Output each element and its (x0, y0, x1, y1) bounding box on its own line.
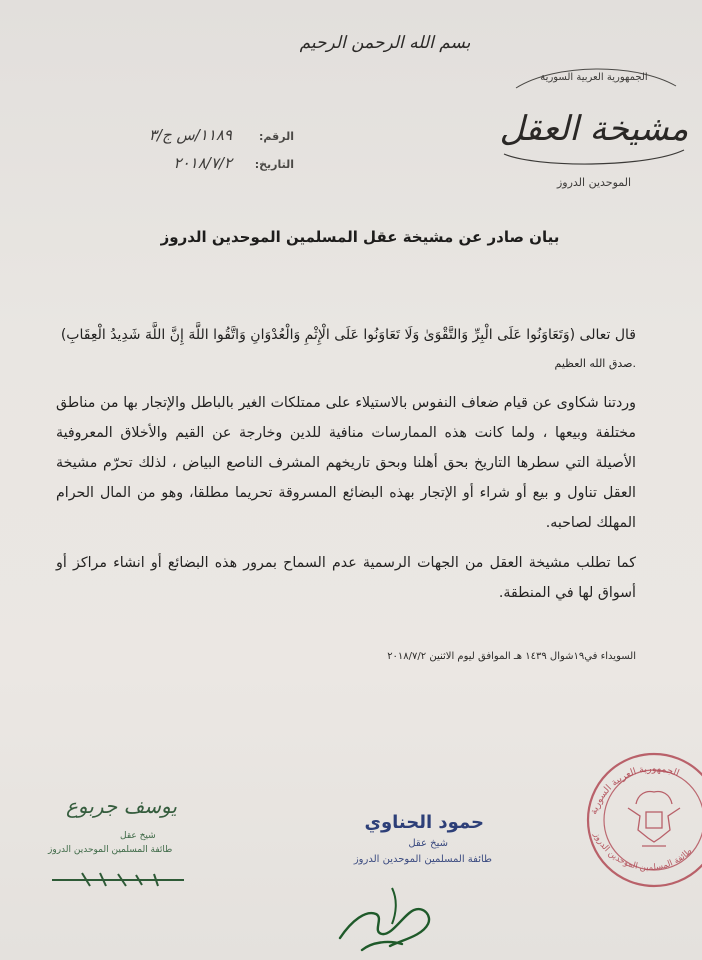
center-handwritten-signature (332, 880, 442, 960)
svg-text:مشيخة العقل: مشيخة العقل (499, 109, 689, 149)
signature-block-left (40, 786, 210, 896)
center-signatory-community: طائفة المسلمين الموحدين الدروز (353, 854, 492, 865)
document-body (56, 320, 636, 608)
left-handwritten-signature (46, 868, 196, 892)
reference-number-value: ١١٨٩/س ج/٣ (148, 126, 232, 144)
reference-number-label: الرقم: (259, 130, 294, 143)
svg-text:بسم الله الرحمن الرحيم: بسم الله الرحمن الرحيم (300, 33, 470, 53)
left-signatory-name: يوسف جربوع (66, 794, 177, 818)
reference-date-row (84, 154, 294, 182)
reference-block (84, 126, 294, 186)
eagle-emblem-icon (628, 792, 680, 847)
verse-closing: .صدق الله العظيم (554, 357, 636, 370)
svg-text:الجمهورية العربية السورية: الجمهورية العربية السورية (540, 72, 648, 83)
svg-text:الموحدين الدروز: الموحدين الدروز (556, 176, 632, 189)
institution-letterhead-logo (496, 58, 692, 198)
center-signatory-title: شيخ عقل (408, 838, 448, 849)
left-signatory-community: طائفة المسلمين الموحدين الدروز (48, 845, 173, 855)
left-signatory-title: شيخ عقل (120, 831, 156, 841)
quran-verse: قال تعالى (وَتَعَاوَنُوا عَلَى الْبِرِّ وَالتَّقْوَىٰ وَلَا تَعَاوَنُوا عَلَى الْإِثْمِ وَالْعُدْوَانِ وَاتَّقُوا اللَّهَ إِنَّ اللَّهَ شَدِيدُ الْعِقَابِ) (60, 327, 636, 343)
reference-number-row (84, 126, 294, 154)
svg-text:الجمهورية العربية السورية: الجمهورية العربية السورية (588, 763, 681, 816)
center-signatory-name: حمود الحناوي (364, 812, 484, 833)
reference-date-label: التاريخ: (254, 158, 294, 171)
reference-date-value: ٢٠١٨/٧/٢ (173, 154, 232, 172)
document-title: بيان صادر عن مشيخة عقل المسلمين الموحدين الدروز (160, 228, 560, 246)
official-seal-stamp (576, 742, 702, 888)
body-paragraph-2: كما تطلب مشيخة العقل من الجهات الرسمية عدم السماح بمرور هذه البضائع أو انشاء مراكز أو أسواق لها في المنطقة. (56, 555, 636, 601)
body-paragraph-1: وردتنا شكاوى عن قيام ضعاف النفوس بالاستيلاء على ممتلكات الغير بالباطل والإتجار بها من مناطق مختلفة وبيعها ، ولما كانت هذه الممارسات منافية للدين وخارجة عن القيم والأخلاق المعروفية الأصيلة التي سطرها التاريخ بحق أهلنا وبحق تاريخهم المشرف الناصع البياض ، لذلك تحرّم مشيخة العقل تناول و بيع أو شراء أو الإتجار بهذه البضائع المسروقة تحريما مطلقا، وهو من المال الحرام المهلك لصاحبه. (56, 395, 636, 531)
basmala-calligraphy (300, 18, 470, 68)
svg-text:طائفة المسلمين الموحدين الدروز: طائفة المسلمين الموحدين الدروز (591, 830, 695, 873)
issue-date-line: السويداء في١٩شوال ١٤٣٩ هـ الموافق ليوم الاثنين ٢٠١٨/٧/٢ (387, 651, 636, 662)
signature-block-center (280, 810, 500, 960)
